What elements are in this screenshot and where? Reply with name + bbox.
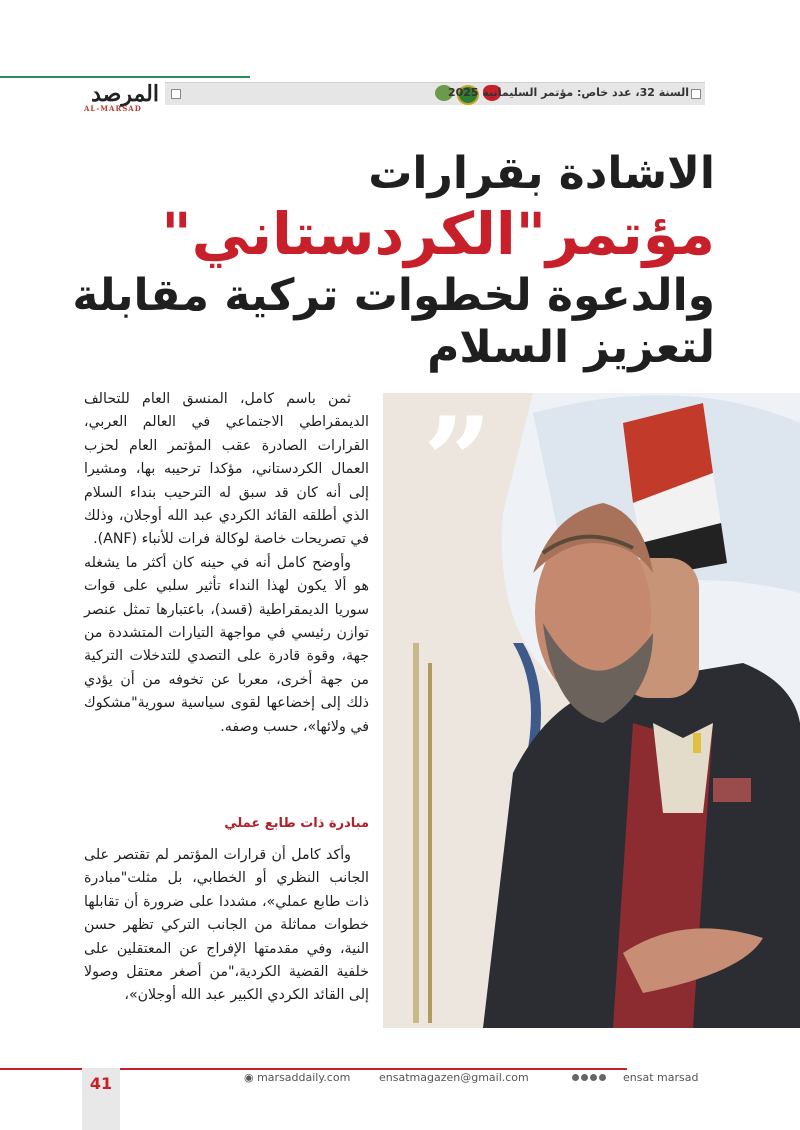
- logo-text: المرصد: [91, 81, 159, 107]
- article-column-top: [84, 388, 369, 739]
- article-paragraph-3: وأكد كامل أن قرارات المؤتمر لم تقتصر على الجانب النظري أو الخطابي، بل مثلت"مبادرة ذات طابع عملي»، مشددا على ضرورة أن تقابلها خطوات مماثلة من الجانب التركي تظهر حسن النية، وفي مقدمتها الإفراج عن المعتقلين على خلفية القضية الكردية،"من أصغر معتقل وصولا إلى القائد الكردي الكبير عبد الله أوجلان»،: [84, 847, 369, 1004]
- svg-text:”: ”: [423, 393, 493, 532]
- footer-brand: ensat marsad: [623, 1071, 699, 1084]
- instagram-icon[interactable]: [590, 1074, 597, 1081]
- issue-info: السنة 32، عدد خاص: مؤتمر السليمانية 2025: [447, 86, 689, 99]
- logo-latin: AL-MARSAD: [84, 104, 142, 113]
- headline-line-3: والدعوة لخطوات تركية مقابلة: [72, 270, 715, 321]
- twitter-icon[interactable]: [581, 1074, 588, 1081]
- headline-line-1: الاشادة بقرارات: [368, 148, 715, 199]
- youtube-icon[interactable]: [599, 1074, 606, 1081]
- facebook-icon[interactable]: [572, 1074, 579, 1081]
- article-paragraph-1: ثمن باسم كامل، المنسق العام للتحالف الديمقراطي الاجتماعي في العالم العربي، القرارات الصادرة عقب المؤتمر العام لحزب العمال الكردستاني، مؤكدا ترحيبه بها، ومشيرا إلى أنه كان قد سبق له الترحيب بنداء السلام الذي أطلقه القائد الكردي عبد الله أوجلان، وذلك في تصريحات خاصة لوكالة فرات للأنباء (ANF).: [84, 391, 369, 548]
- headline-line-2: مؤتمر"الكردستاني": [161, 200, 715, 268]
- section-subheading: مبادرة ذات طابع عملي: [224, 816, 369, 831]
- header-square-left: [171, 89, 181, 99]
- article-column-bottom: [84, 844, 369, 1008]
- header-square-right: [691, 89, 701, 99]
- portrait-illustration: [383, 393, 800, 1028]
- footer-email[interactable]: ensatmagazen@gmail.com: [379, 1071, 529, 1084]
- top-accent-line: [0, 76, 250, 78]
- article-paragraph-2: وأوضح كامل أنه في حينه كان أكثر ما يشغله هو ألا يكون لهذا النداء تأثير سلبي على قوات سوريا الديمقراطية (قسد)، باعتبارها تمثل عنصر توازن رئيسي في مواجهة التيارات المتشددة من جهة، وقوة قادرة على التصدي للتدخلات التركية من جهة أخرى، معربا عن تخوفه من أن يؤدي ذلك إلى إخضاعها لقوى سياسية سورية"مشكوك في ولائها»، حسب وصفه.: [84, 554, 369, 735]
- headline-line-4: لتعزيز السلام: [427, 322, 715, 373]
- header-bar: [165, 82, 705, 105]
- magazine-logo: [84, 82, 159, 114]
- portrait-photo: [383, 393, 800, 1028]
- page-number: 41: [89, 1074, 113, 1093]
- social-icons: [572, 1074, 606, 1081]
- footer-website[interactable]: ◉ marsaddaily.com: [244, 1071, 351, 1084]
